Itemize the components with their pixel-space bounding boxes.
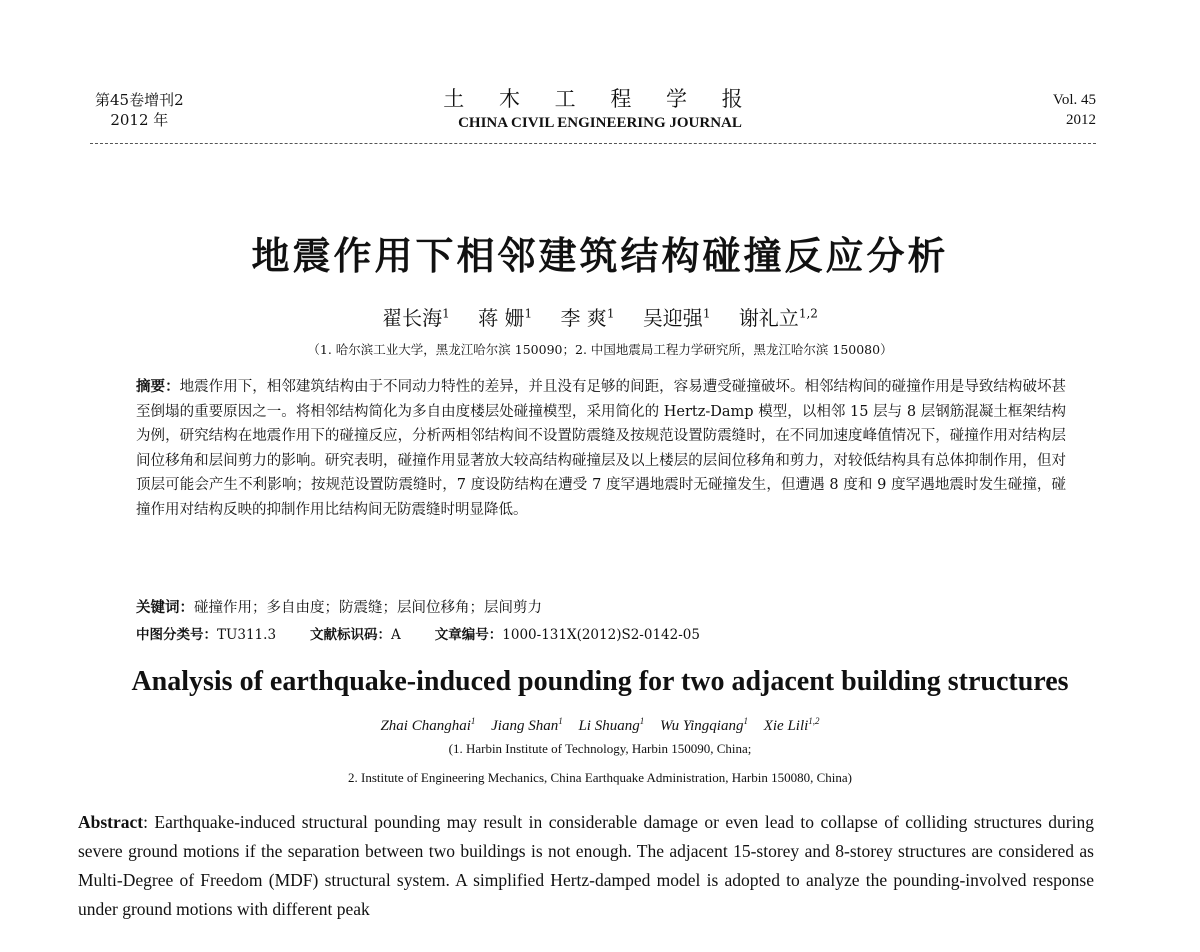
author-list-cn	[0, 302, 1200, 331]
author-en: Jiang Shan$^1$	[491, 716, 563, 734]
author-en: Zhai Changhai$^1$	[380, 716, 476, 734]
volume-cn: 第45卷增刊2	[95, 91, 184, 109]
journal-name	[0, 86, 1200, 134]
abstract-en	[78, 808, 1094, 924]
year-en: 2012	[1066, 112, 1096, 128]
abstract-cn	[136, 375, 1066, 522]
journal-name-cn: 土 木 工 程 学 报	[443, 87, 757, 111]
author-cn: 谢礼立$^{1,2}$	[738, 306, 818, 330]
clc-value: TU311.3	[217, 627, 277, 643]
author-en: Xie Lili$^{1,2}$	[763, 716, 820, 734]
clc-label: 中图分类号：	[136, 627, 217, 643]
abstract-cn-label: 摘要：	[136, 379, 180, 395]
volume-en: Vol. 45	[1052, 92, 1096, 108]
author-cn: 翟长海$^1$	[382, 306, 450, 330]
doc-code-label: 文献标识码：	[310, 627, 392, 643]
affiliation-en-1: (1. Harbin Institute of Technology, Harbin 150090, China;	[448, 741, 752, 756]
paper-title-en: Analysis of earthquake-induced pounding for two adjacent building structures	[131, 666, 1069, 697]
paper-title-cn: 地震作用下相邻建筑结构碰撞反应分析	[251, 234, 949, 278]
abstract-cn-text: 地震作用下，相邻建筑结构由于不同动力特性的差异，并且没有足够的间距，容易遭受碰撞破坏。相邻结构间的碰撞作用是导致结构破坏甚至倒塌的重要原因之一。将相邻结构简化为多自由度楼层处碰撞模型，采用简化的 Hertz-Damp 模型，以相邻 15 层与 8 层钢筋混凝土框架结构为例，研究结构在地震作用下的碰撞反应，分析两相邻结构间不设置防震缝及按规范设置防震缝时，在不同加速度峰值情况下，碰撞作用对结构层间位移角和层间剪力的影响。研究表明，碰撞作用显著放大较高结构碰撞层及以上楼层的层间位移角和剪力，对较低结构具有总体抑制作用，但对顶层可能会产生不利影响；按规范设置防震缝时，7 度设防结构在遭受 7 度罕遇地震时无碰撞发生，但遭遇 8 度和 9 度罕遇地震时发生碰撞，碰撞作用对结构反映的抑制作用比结构间无防震缝时明显降低。	[136, 379, 1067, 518]
doc-code-value: A	[391, 627, 401, 643]
article-number-label: 文章编号：	[434, 627, 503, 643]
keywords-cn-text: 碰撞作用；多自由度；防震缝；层间位移角；层间剪力	[194, 600, 542, 616]
article-number-value: 1000-131X(2012)S2-0142-05	[502, 627, 700, 643]
author-cn: 蒋 姗$^1$	[478, 306, 533, 330]
classification-line	[136, 623, 700, 643]
author-cn: 李 爽$^1$	[560, 306, 615, 330]
header-volume-en	[1053, 90, 1096, 130]
affiliation-en-2: 2. Institute of Engineering Mechanics, China Earthquake Administration, Harbin 150080, China)	[347, 770, 852, 785]
abstract-en-separator: :	[143, 812, 155, 832]
author-en: Wu Yingqiang$^1$	[659, 716, 748, 734]
header-divider	[90, 143, 1096, 144]
abstract-en-label: Abstract	[78, 812, 144, 832]
keywords-cn	[136, 596, 542, 617]
affiliation-cn: （1. 哈尔滨工业大学，黑龙江哈尔滨 150090；2. 中国地震局工程力学研究所，黑龙江哈尔滨 150080）	[307, 342, 893, 357]
abstract-en-text: Earthquake-induced structural pounding may result in considerable damage or even lead to collapse of colliding structures during severe ground motions if the separation between two buildings is not enough. The adjacent 15-storey and 8-storey structures are considered as Multi-Degree of Freedom (MDF) structural system. A simplified Hertz-damped model is adopted to analyze the pounding-involved response under ground motions with different peak	[78, 812, 1094, 919]
keywords-cn-label: 关键词：	[136, 600, 194, 616]
author-cn: 吴迎强$^1$	[642, 306, 711, 330]
journal-name-en: CHINA CIVIL ENGINEERING JOURNAL	[458, 115, 742, 131]
author-en: Li Shuang$^1$	[578, 716, 645, 734]
year-cn: 2012 年	[110, 111, 169, 129]
author-list-en	[0, 718, 1200, 735]
